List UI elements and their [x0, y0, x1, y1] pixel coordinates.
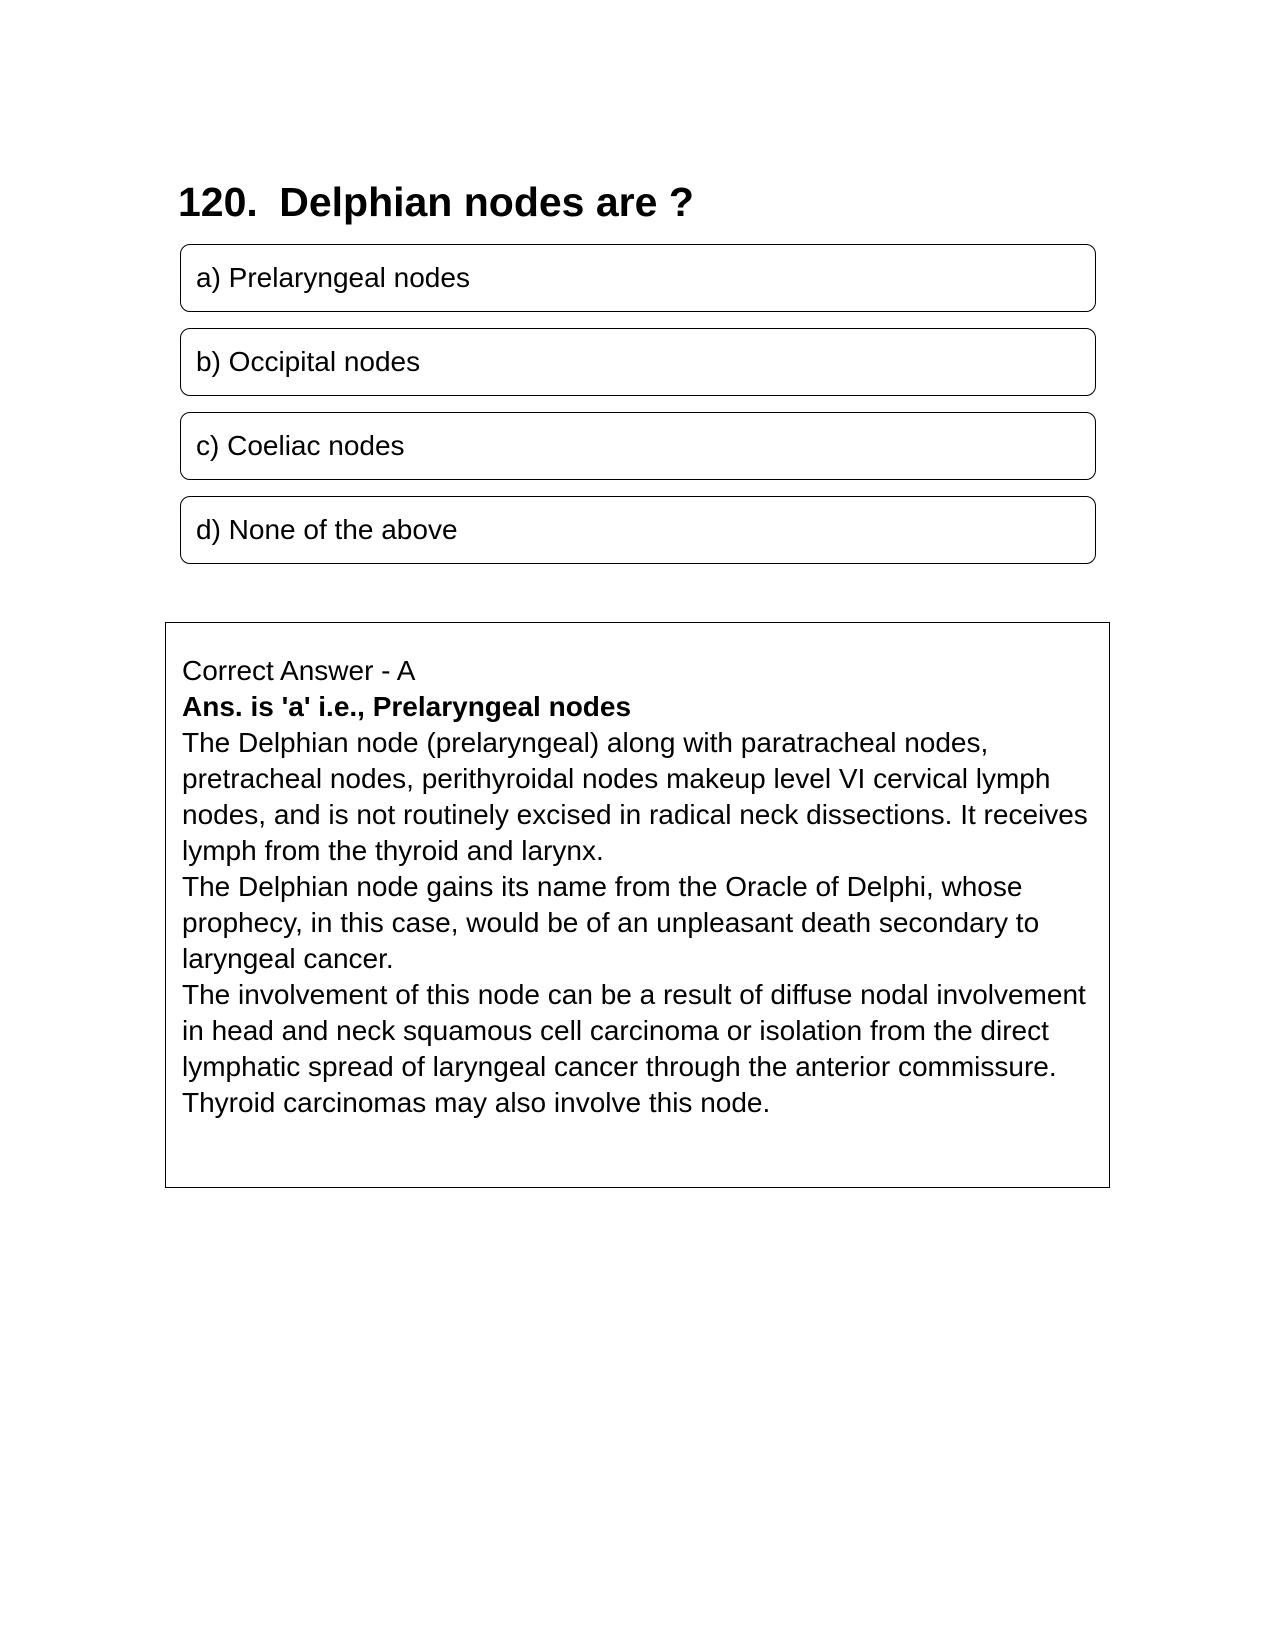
option-a[interactable]: a) Prelaryngeal nodes	[180, 244, 1096, 312]
option-d[interactable]: d) None of the above	[180, 496, 1096, 564]
question-title	[178, 178, 694, 226]
answer-heading: Ans. is 'a' i.e., Prelaryngeal nodes	[182, 691, 632, 722]
option-c[interactable]: c) Coeliac nodes	[180, 412, 1096, 480]
option-b[interactable]: b) Occipital nodes	[180, 328, 1096, 396]
question-text: Delphian nodes are ?	[279, 179, 694, 225]
explanation-paragraph-3: The involvement of this node can be a result of diffuse nodal involvement in head and neck squamous cell carcinoma or isolation from the direct lymphatic spread of laryngeal cancer through the anterior commissure. Thyroid carcinomas may also involve this node.	[182, 979, 1086, 1118]
explanation-paragraph-2: The Delphian node gains its name from the Oracle of Delphi, whose prophecy, in this case, would be of an unpleasant death secondary to laryngeal cancer.	[182, 871, 1040, 974]
explanation-paragraph-1: The Delphian node (prelaryngeal) along with paratracheal nodes, pretracheal nodes, perithyroidal nodes makeup level VI cervical lymph nodes, and is not routinely excised in radical neck dissections. It receives lymph from the thyroid and larynx.	[182, 727, 1088, 866]
question-number: 120.	[178, 179, 258, 225]
options-list	[180, 244, 1096, 580]
answer-explanation-box	[165, 622, 1110, 1188]
correct-answer-label: Correct Answer - A	[182, 655, 416, 686]
